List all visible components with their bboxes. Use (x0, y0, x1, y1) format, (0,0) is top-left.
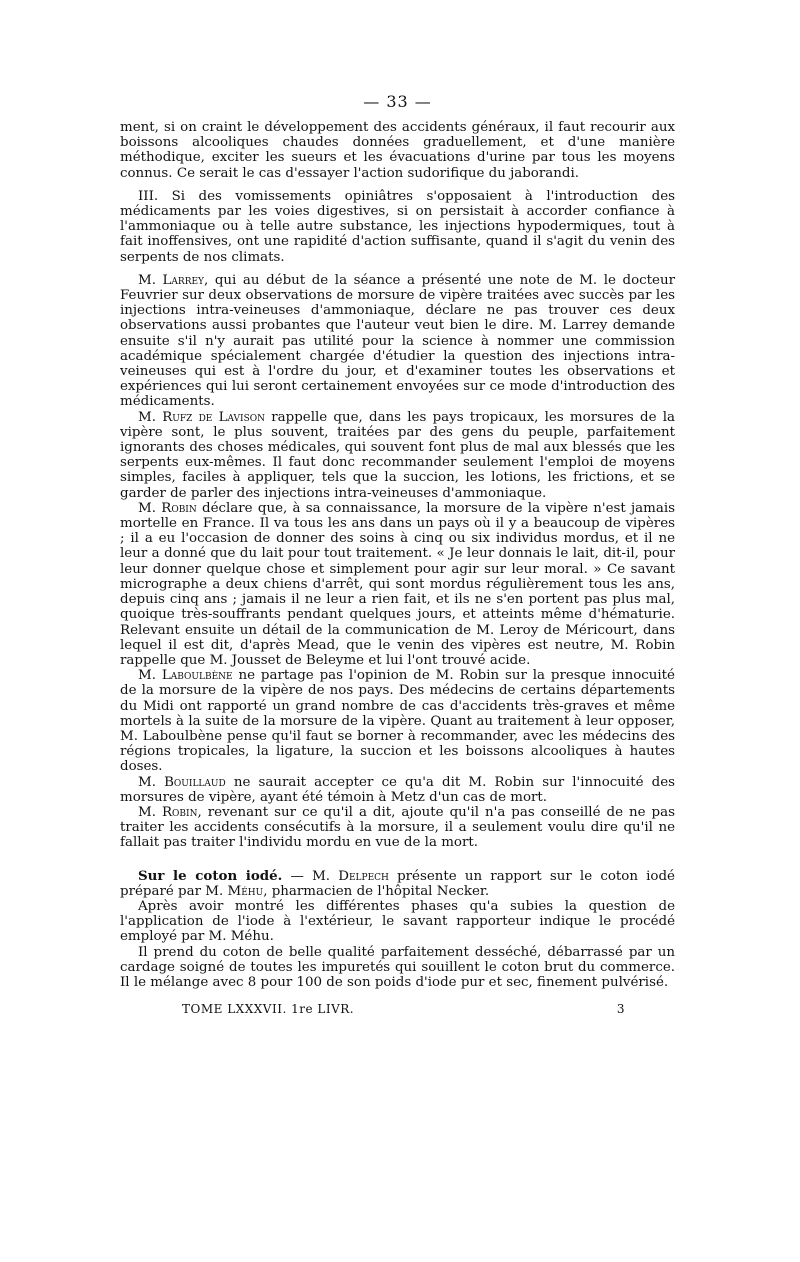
paragraph: Il prend du coton de belle qualité parfaitement desséché, débarrassé par un cardage soigné de toutes les impuretés qui souillent le coton brut du commerce. Il le mélange avec 8 pour 100 de son poids d'iode pur et sec, finement pulvérisé. (120, 944, 675, 990)
speaker-name: M. Bouillaud (138, 774, 226, 790)
paragraph (120, 410, 675, 501)
paragraph (120, 273, 675, 410)
paragraph: III. Si des vomissements opiniâtres s'opposaient à l'introduction des médicaments par les voies digestives, si on persistait à accorder confiance à l'ammoniaque ou à telle autre substance, les injections hypodermiques, tout à fait inoffensives, ont une rapidité d'action suffisante, quand il s'agit du venin des serpents de nos climats. (120, 188, 675, 265)
paragraph-text: présente un rapport sur le coton iodé préparé par M. (120, 868, 675, 899)
paragraph-text: , pharmacien de l'hôpital Necker. (263, 883, 490, 899)
paragraph (120, 668, 675, 774)
paragraph-text: revenant sur ce qu'il a dit, ajoute qu'il n'a pas conseillé de ne pas traiter les accidents consécutifs à la morsure, il a seulement voulu dire qu'il ne fallait pas traiter l'individu mordu en vue de la mort. (120, 804, 675, 851)
speaker-name: M. Rufz de Lavison (138, 409, 266, 425)
footer-volume: TOME LXXXVII. 1re LIVR. (182, 1002, 355, 1017)
speaker-name: M. Robin, (138, 804, 202, 820)
person-name: Méhu (227, 883, 264, 899)
paragraph-text: déclare que, à sa connaissance, la morsure de la vipère n'est jamais mortelle en France. Il va tous les ans dans un pays où il y a beaucoup de vipères ; il a eu l'occasion de donner des soins à cinq ou six individus mordus, et il ne leur a donné que du lait pour tout traitement. « Je leur donnais le lait, dit-il, pour leur donner quelque chose et simplement pour agir sur leur moral. » Ce savant micrographe a deux chiens d'arrêt, qui sont mordus régulièrement tous les ans, depuis cinq ans ; jamais il ne leur a rien fait, et ils ne s'en portent pas plus mal, quoique très-souffrants pendant quelques jours, et atteints même d'hématurie. Relevant ensuite un détail de la communication de M. Leroy de Méricourt, dans lequel il est dit, d'après Mead, que le venin des vipères est neutre, M. Robin rappelle que M. Jousset de Beleyme et lui l'ont trouvé acide. (120, 500, 676, 668)
paragraph: ment, si on craint le développement des accidents généraux, il faut recourir aux boissons alcooliques chaudes données graduellement, et d'une manière méthodique, exciter les sueurs et les évacuations d'urine par tous les moyens connus. Ce serait le cas d'essayer l'action sudorifique du jaborandi. (120, 120, 675, 181)
paragraph-text: qui au début de la séance a présenté une note de M. le docteur Feuvrier sur deux observations de morsure de vipère traitées avec succès par les injections intra-veineuses d'ammoniaque, déclare ne pas trouver ces deux observations aussi probantes que l'auteur veut bien le dire. M. Larrey demande ensuite s'il n'y aurait pas utilité pour la science à nommer une commission académique spécialement chargée d'étudier la question des injections intra-veineuses qui est à l'ordre du jour, et d'examiner toutes les observations et expériences qui lui seront certainement envoyées sur ce mode d'introduction des médicaments. (120, 272, 676, 410)
speaker-name: M. Larrey, (138, 272, 209, 288)
section-paragraph (120, 869, 675, 899)
paragraph (120, 501, 675, 668)
paragraph (120, 775, 675, 805)
page-number: — 33 — (363, 92, 432, 111)
paragraph-text: ne saurait accepter ce qu'a dit M. Robin sur l'innocuité des morsures de vipère, ayant été témoin à Metz d'un cas de mort. (120, 774, 675, 805)
paragraph-text: ne partage pas l'opinion de M. Robin sur la presque innocuité de la morsure de la vipère de nos pays. Des médecins de certains départements du Midi ont rapporté un grand nombre de cas d'accidents très-graves et même mortels à la suite de la morsure de la vipère. Quant au traitement à leur opposer, M. Laboulbène pense qu'il faut se borner à recommander, avec les médecins des régions tropicales, la ligature, la succion et les boissons alcooliques à hautes doses. (120, 668, 675, 775)
paragraph (120, 805, 675, 851)
speaker-name: M. Laboulbène (138, 668, 233, 684)
document-page (120, 92, 675, 1017)
speaker-name: M. Robin (138, 500, 197, 516)
footer-signature: 3 (616, 1002, 625, 1017)
speaker-name: Delpech (338, 868, 389, 884)
paragraph-text: rappelle que, dans les pays tropicaux, les morsures de la vipère sont, le plus souvent, traitées par des gens du peuple, parfaitement ignorants des choses médicales, qui souvent font plus de mal aux blessés que les serpents eux-mêmes. Il faut donc recommander seulement l'emploi de moyens simples, faciles à appliquer, tels que la succion, les lotions, les frictions, et se garder de parler des injections intra-veineuses d'ammoniaque. (120, 409, 675, 501)
section-heading: Sur le coton iodé. (138, 867, 283, 884)
dash-text: — M. (282, 868, 339, 884)
page-footer (120, 1002, 675, 1017)
paragraph: Après avoir montré les différentes phases qu'a subies la question de l'application de l'iode à l'extérieur, le savant rapporteur indique le procédé employé par M. Méhu. (120, 898, 675, 945)
